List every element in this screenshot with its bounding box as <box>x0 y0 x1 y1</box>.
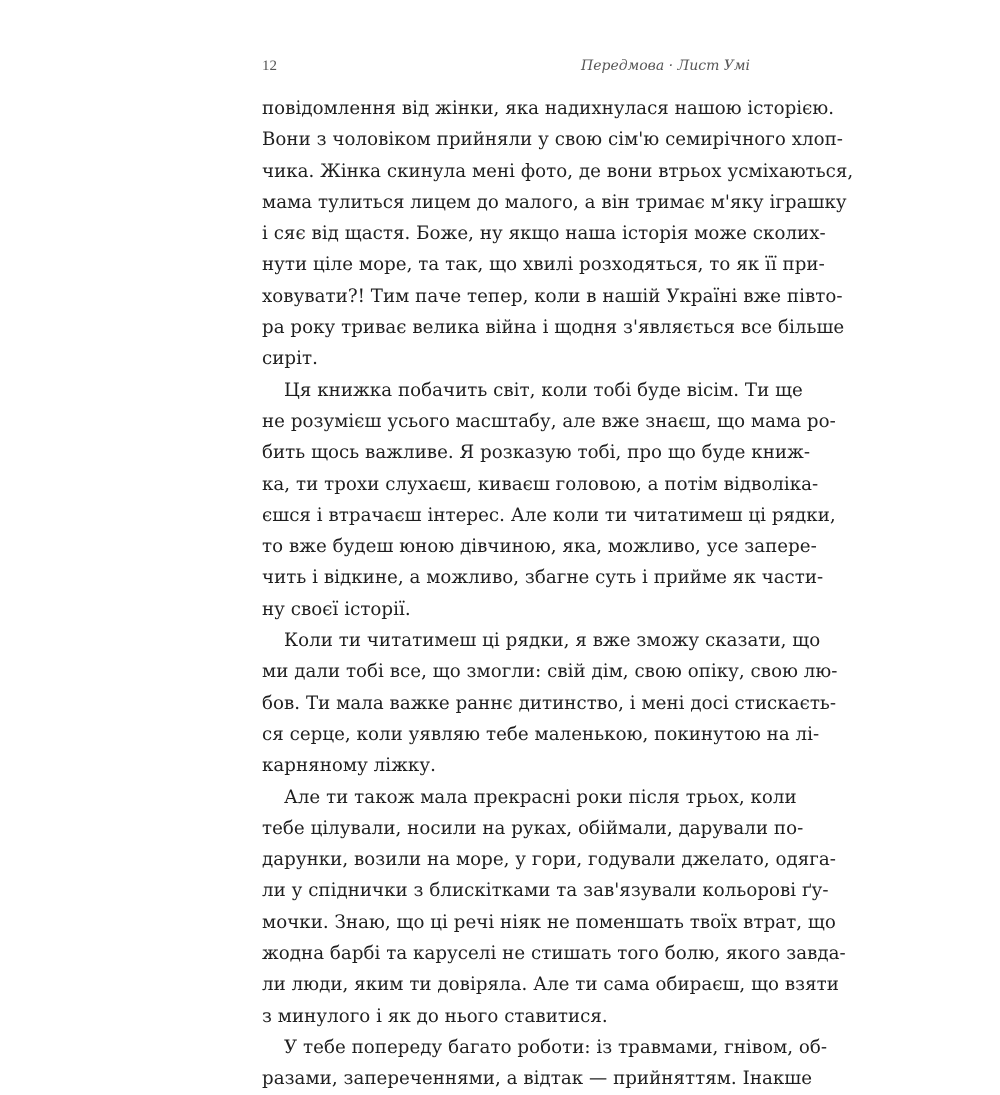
text-line: не розумієш усього масштабу, але вже знаєш, що мама ро- <box>262 410 836 432</box>
page-number: 12 <box>262 58 277 74</box>
body-text <box>262 93 854 1095</box>
text-line: дарунки, возили на море, у гори, годували джелато, одяга- <box>262 849 836 871</box>
text-line: Коли ти читатимеш ці рядки, я вже зможу сказати, що <box>284 630 821 652</box>
text-line: ли у спіднички з блискітками та зав'язували кольорові ґу- <box>262 880 829 902</box>
text-line: У тебе попереду багато роботи: із травмами, гнівом, об- <box>284 1036 828 1058</box>
text-line: чить і відкине, а можливо, збагне суть і прийме як части- <box>262 567 824 589</box>
text-line: Вони з чоловіком прийняли у свою сім'ю семирічного хлоп- <box>262 129 843 151</box>
text-line: єшся і втрачаєш інтерес. Але коли ти читатимеш ці рядки, <box>262 504 836 526</box>
text-line: тебе цілували, носили на руках, обіймали, дарували по- <box>262 817 804 839</box>
text-line: то вже будеш юною дівчиною, яка, можливо, усе запере- <box>262 536 817 558</box>
text-line: мочки. Знаю, що ці речі ніяк не поменшать твоїх втрат, що <box>262 911 836 933</box>
text-line: бить щось важливе. Я розказую тобі, про що буде книж- <box>262 442 811 464</box>
text-line: жодна барбі та каруселі не стишать того болю, якого завда- <box>262 943 846 965</box>
text-line: ми дали тобі все, що змогли: свій дім, свою опіку, свою лю- <box>262 661 838 683</box>
text-line: сиріт. <box>262 348 318 370</box>
text-line: ну своєї історії. <box>262 598 411 620</box>
text-line: Ця книжка побачить світ, коли тобі буде вісім. Ти ще <box>284 379 803 401</box>
text-line: карняному ліжку. <box>262 755 436 777</box>
text-line: разами, запереченнями, а відтак — прийняттям. Інакше <box>262 1068 813 1090</box>
text-line: повідомлення від жінки, яка надихнулася нашою історією. <box>262 98 835 119</box>
text-line: чика. Жінка скинула мені фото, де вони втрьох усміхаються, <box>262 160 854 182</box>
text-line: бов. Ти мала важке раннє дитинство, і мені досі стискаєть- <box>262 692 837 714</box>
text-line: нути ціле море, та так, що хвилі розходяться, то як її при- <box>262 254 825 276</box>
running-title: Передмова · Лист Умі <box>581 58 750 74</box>
text-line: ра року триває велика війна і щодня з'являється все більше <box>262 317 845 339</box>
text-line: ка, ти трохи слухаєш, киваєш головою, а потім відволіка- <box>262 473 819 495</box>
text-line: і сяє від щастя. Боже, ну якщо наша історія може сколих- <box>262 223 826 245</box>
text-line: Але ти також мала прекрасні роки після трьох, коли <box>284 786 797 808</box>
text-line: ли люди, яким ти довіряла. Але ти сама обираєш, що взяти <box>262 974 839 996</box>
running-head <box>262 58 750 80</box>
text-line: ся серце, коли уявляю тебе маленькою, покинутою на лі- <box>262 723 820 745</box>
text-line: з минулого і як до нього ставитися. <box>262 1005 608 1027</box>
text-line: мама тулиться лицем до малого, а він тримає м'яку іграшку <box>262 191 847 213</box>
text-line: ховувати?! Тим паче тепер, коли в нашій Україні вже півто- <box>262 285 843 307</box>
